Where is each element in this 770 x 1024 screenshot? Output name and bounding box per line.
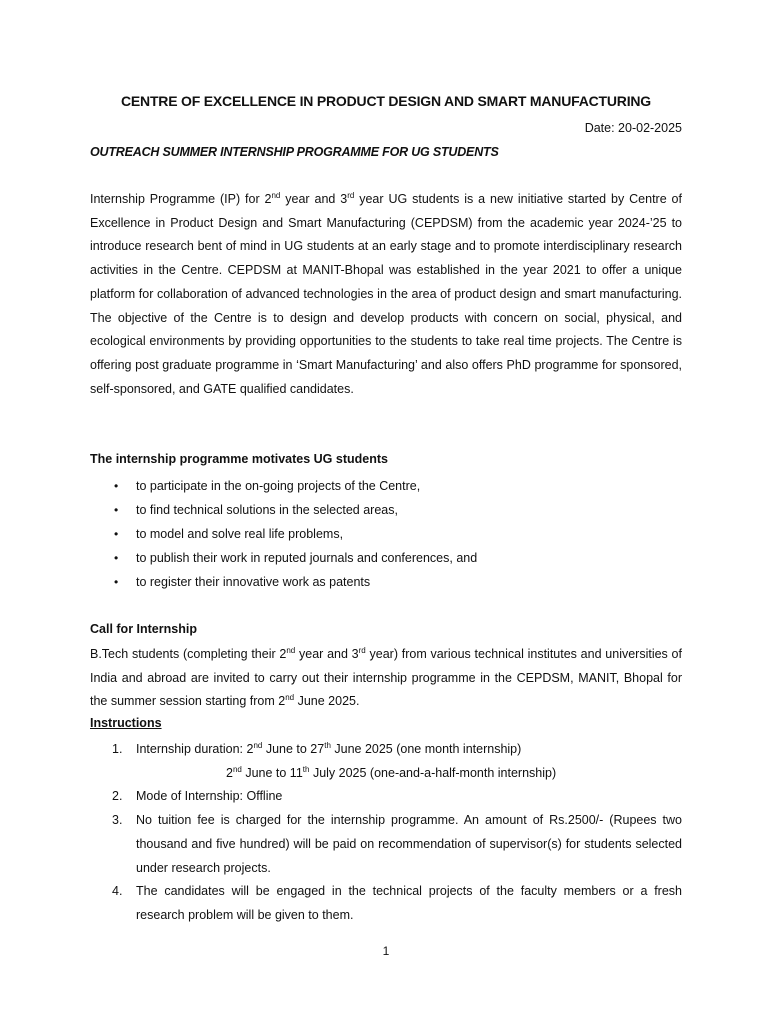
page-number: 1 — [382, 944, 390, 958]
bullet-icon: • — [114, 503, 119, 517]
motivates-heading: The internship programme motivates UG students — [90, 452, 388, 466]
document-date: Date: 20-02-2025 — [584, 121, 682, 135]
list-item: • to find technical solutions in the selected areas, — [90, 498, 682, 522]
instruction-item-duration: 1. Internship duration: 2nd June to 27th June 2025 (one month internship) 2nd June to 11th July 2025 (one-and-a-half-month internship) — [112, 740, 557, 780]
document-title: CENTRE OF EXCELLENCE IN PRODUCT DESIGN AND SMART MANUFACTURING — [121, 93, 651, 109]
list-item: • to register their innovative work as patents — [90, 570, 682, 594]
instructions-heading: Instructions — [90, 716, 162, 730]
bullet-icon: • — [114, 551, 119, 565]
call-heading: Call for Internship — [90, 622, 197, 636]
intro-paragraph: Internship Programme (IP) for 2nd year and 3rd year UG students is a new initiative started by Centre of Excellence in Product Design and Smart Manufacturing (CEPDSM) from the academic year 2024-’25 to introduce research bent of mind in UG students at an early stage and to promote interdisciplinary research activities in the Centre. CEPDSM at MANIT-Bhopal was established in the year 2021 to offer a unique platform for collaboration of advanced technologies in the area of product design and smart manufacturing. The objective of the Centre is to design and develop products with concern on social, physical, and ecological environments by providing opportunities to the students to take real time projects. The Centre is offering post graduate programme in ‘Smart Manufacturing’ and also offers PhD programme for sponsored, self-sponsored, and GATE qualified candidates. — [90, 190, 682, 396]
list-item: • to participate in the on-going projects of the Centre, — [90, 474, 682, 498]
instructions-list — [90, 738, 682, 928]
bullet-icon: • — [114, 527, 119, 541]
motivates-list — [90, 474, 682, 594]
list-item: • to model and solve real life problems, — [90, 522, 682, 546]
instruction-item-mode: 2. Mode of Internship: Offline — [112, 789, 283, 804]
instruction-item-projects: 4. The candidates will be engaged in the technical projects of the faculty members or a fresh research problem will be given to them. — [112, 884, 682, 922]
call-paragraph: B.Tech students (completing their 2nd year and 3rd year) from various technical institutes and universities of India and abroad are invited to carry out their internship programme in the CEPDSM, MANIT, Bhopal for the summer session starting from 2nd June 2025. — [90, 645, 682, 709]
list-item: • to publish their work in reputed journals and conferences, and — [90, 546, 682, 570]
bullet-icon: • — [114, 575, 119, 589]
document-subtitle: OUTREACH SUMMER INTERNSHIP PROGRAMME FOR UG STUDENTS — [90, 145, 499, 159]
bullet-icon: • — [114, 479, 119, 493]
instruction-item-fee: 3. No tuition fee is charged for the internship programme. An amount of Rs.2500/- (Rupees two thousand and five hundred) will be paid on recommendation of supervisor(s) for students selected under research projects. — [112, 813, 682, 875]
